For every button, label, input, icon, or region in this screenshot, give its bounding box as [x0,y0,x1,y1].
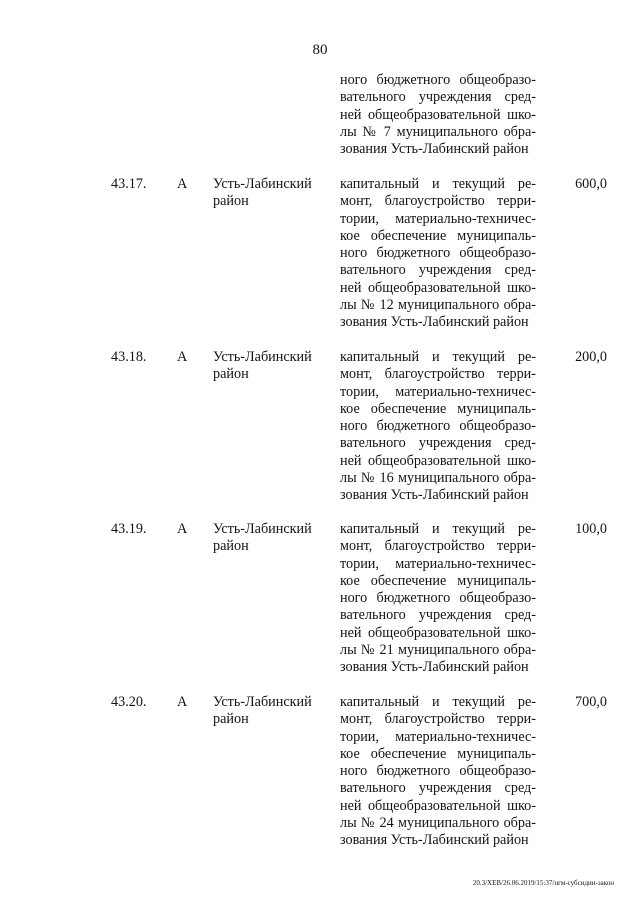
description-line: монт, благоустройство терри- [340,711,536,728]
row-amount: 200,0 [575,349,607,365]
row-description [340,694,536,850]
row-amount: 700,0 [575,694,607,710]
row-category: А [177,349,188,365]
row-description [340,176,536,332]
description-line: капитальный и текущий ре- [340,349,536,365]
description-line: зования Усть-Лабинский район [340,141,529,158]
row-category: А [177,176,188,192]
description-line: ней общеобразовательной шко- [340,624,536,641]
description-line: ного бюджетного общеобразо- [340,72,536,88]
description-line: ней общеобразовательной шко- [340,279,536,296]
district-line: Усть-Лабинский [213,521,312,537]
district-line: район [213,366,249,383]
description-line: зования Усть-Лабинский район [340,487,529,504]
row-description [340,521,536,677]
row-district [213,694,323,729]
row-amount: 100,0 [575,521,607,537]
description-line: вательного учреждения сред- [340,435,536,452]
description-line: монт, благоустройство терри- [340,538,536,555]
row-category: А [177,694,188,710]
description-line: ного бюджетного общеобразо- [340,763,536,780]
district-line: район [213,193,249,210]
description-line: вательного учреждения сред- [340,262,536,279]
row-category: А [177,521,188,537]
description-line: тории, материально-техничес- [340,210,536,227]
description-line: лы № 24 муниципального обра- [340,815,536,832]
row-number: 43.20. [111,694,147,710]
description-line: монт, благоустройство терри- [340,193,536,210]
description-line: тории, материально-техничес- [340,728,536,745]
district-line: район [213,538,249,555]
description-line: лы № 12 муниципального обра- [340,297,536,314]
description-line: тории, материально-техничес- [340,383,536,400]
row-number: 43.18. [111,349,147,365]
description-line: ного бюджетного общеобразо- [340,245,536,262]
description-line: кое обеспечение муниципаль- [340,400,536,417]
description-line: зования Усть-Лабинский район [340,832,529,849]
continuation-description [340,72,536,158]
description-line: вательного учреждения сред- [340,780,536,797]
description-line: ней общеобразовательной шко- [340,797,536,814]
description-line: лы № 7 муниципального обра- [340,123,536,140]
row-number: 43.19. [111,521,147,537]
row-amount: 600,0 [575,176,607,192]
district-line: Усть-Лабинский [213,349,312,365]
description-line: вательного учреждения сред- [340,89,536,106]
description-line: кое обеспечение муниципаль- [340,227,536,244]
row-district [213,521,323,556]
footer-stamp: 20.3/XEB/26.06.2019/15:37/нгм-субсидии-закон [472,879,614,887]
description-line: капитальный и текущий ре- [340,521,536,537]
row-number: 43.17. [111,176,147,192]
district-line: Усть-Лабинский [213,694,312,710]
description-line: капитальный и текущий ре- [340,694,536,710]
description-line: монт, благоустройство терри- [340,366,536,383]
description-line: зования Усть-Лабинский район [340,659,529,676]
row-district [213,176,323,211]
description-line: ней общеобразовательной шко- [340,106,536,123]
description-line: ней общеобразовательной шко- [340,452,536,469]
district-line: Усть-Лабинский [213,176,312,192]
description-line: кое обеспечение муниципаль- [340,745,536,762]
description-line: ного бюджетного общеобразо- [340,590,536,607]
description-line: капитальный и текущий ре- [340,176,536,192]
description-line: кое обеспечение муниципаль- [340,572,536,589]
description-line: вательного учреждения сред- [340,607,536,624]
row-description [340,349,536,505]
page-number: 80 [312,42,328,58]
description-line: ного бюджетного общеобразо- [340,418,536,435]
description-line: зования Усть-Лабинский район [340,314,529,331]
description-line: тории, материально-техничес- [340,555,536,572]
district-line: район [213,711,249,728]
description-line: лы № 21 муниципального обра- [340,642,536,659]
description-line: лы № 16 муниципального обра- [340,470,536,487]
row-district [213,349,323,384]
